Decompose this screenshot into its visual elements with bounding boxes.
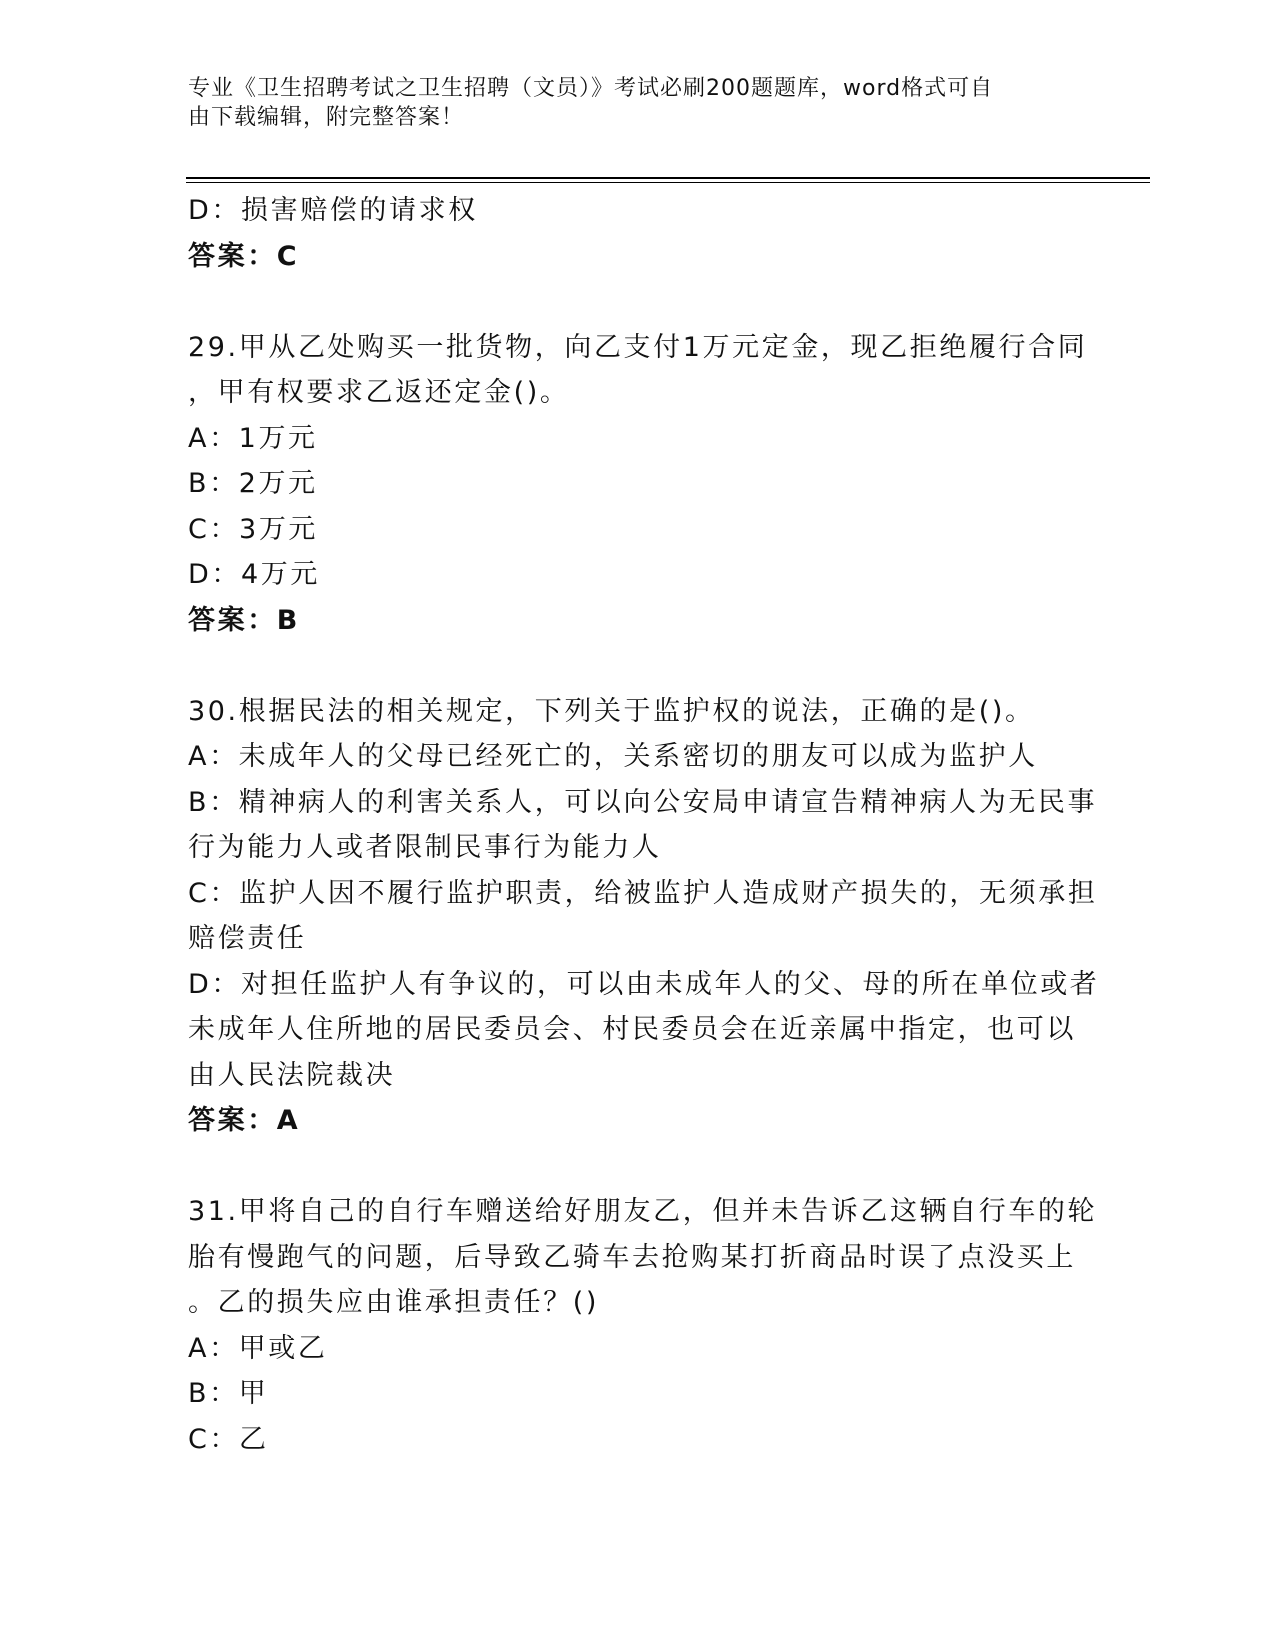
q29-stem-line-2: ，甲有权要求乙返还定金()。 [188,377,570,408]
q30-option-d-line-2: 未成年人住所地的居民委员会、村民委员会在近亲属中指定，也可以 [188,1014,1076,1045]
q31-option-c: C：乙 [188,1423,269,1455]
q31-option-a: A：甲或乙 [188,1332,328,1364]
spacer [188,279,1068,325]
q31-stem-line-1: 31.甲将自己的自行车赠送给好朋友乙，但并未告诉乙这辆自行车的轮 [188,1196,1098,1227]
q31-stem-line-2: 胎有慢跑气的问题，后导致乙骑车去抢购某打折商品时误了点没买上 [188,1241,1076,1273]
q29-answer: 答案：B [188,604,300,636]
q30-option-a: A：未成年人的父母已经死亡的，关系密切的朋友可以成为监护人 [188,741,1038,772]
q29-option-c: C：3万元 [188,513,319,545]
header-line-1: 专业《卫生招聘考试之卫生招聘（文员）》考试必刷200题题库，word格式可自 [188,76,994,101]
q30-option-d-line-1: D：对担任监护人有争议的，可以由未成年人的父、母的所在单位或者 [188,968,1100,1000]
header-line-2: 由下载编辑，附完整答案！ [188,105,465,130]
spacer [188,1144,1068,1190]
q28-option-d: D：损害赔偿的请求权 [188,195,478,226]
spacer [188,643,1068,689]
header-rule-thin [186,182,1150,183]
q29-option-b: B：2万元 [188,468,318,499]
document-header [188,74,1068,132]
q30-option-c-line-2: 赔偿责任 [188,923,307,954]
question-content [188,188,1100,1462]
header-rule-thick [186,177,1150,179]
q31-stem-line-3: 。乙的损失应由谁承担责任？() [188,1287,600,1318]
q31-option-b: B：甲 [188,1378,269,1409]
q29-stem-line-1: 29.甲从乙处购买一批货物，向乙支付1万元定金，现乙拒绝履行合同 [188,331,1088,363]
q30-stem: 30.根据民法的相关规定，下列关于监护权的说法，正确的是()。 [188,695,1035,727]
q30-option-b-line-1: B：精神病人的利害关系人，可以向公安局申请宣告精神病人为无民事 [188,786,1098,818]
q30-option-d-line-3: 由人民法院裁决 [188,1059,396,1091]
q30-option-b-line-2: 行为能力人或者限制民事行为能力人 [188,832,662,863]
q29-option-a: A：1万元 [188,422,318,454]
q28-answer: 答案：C [188,240,300,272]
q30-answer: 答案：A [188,1105,301,1136]
q30-option-c-line-1: C：监护人因不履行监护职责，给被监护人造成财产损失的，无须承担 [188,877,1098,909]
q29-option-d: D：4万元 [188,559,320,590]
